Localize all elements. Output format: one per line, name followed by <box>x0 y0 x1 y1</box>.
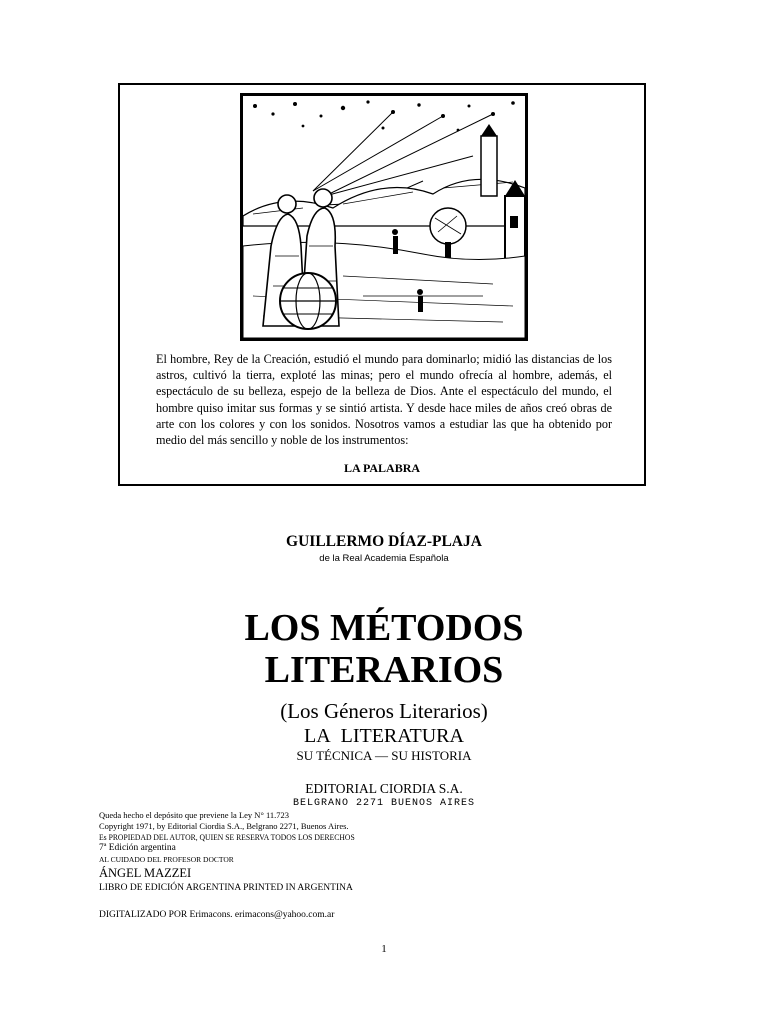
legal-printed: LIBRO DE EDICIÓN ARGENTINA PRINTED IN ARGENTINA <box>99 883 353 893</box>
publisher-name: EDITORIAL CIORDIA S.A. <box>305 781 463 796</box>
legal-rights: Es PROPIEDAD DEL AUTOR, QUIEN SE RESERVA TODOS LOS DERECHOS <box>99 832 355 842</box>
author-affiliation: de la Real Academia Española <box>319 553 449 564</box>
woodcut-drawing <box>243 96 525 338</box>
epigraph-frame <box>118 83 646 486</box>
book-subtitle-literature: LA LITERATURA <box>304 725 464 747</box>
epigraph-text: El hombre, Rey de la Creación, estudió el mundo para dominarlo; midió las distancias de los astros, cultivó la tierra, exploté las minas; pero el mundo ofrecía al hombre, además, el espectáculo de su belleza, espejo de la belleza de Dios. Ante el espectáculo del mundo, el hombre quiso imitar sus formas y se sintió artista. Y desde hace miles de años creó obras de arte con los colores y con los sonidos. Nosotros vamos a estudiar las que ha obtenido por medio del más sencillo y noble de los instrumentos: <box>156 352 612 448</box>
woodcut-illustration <box>240 93 528 341</box>
book-subtitle: (Los Géneros Literarios) <box>280 699 488 723</box>
author-name: GUILLERMO DÍAZ-PLAJA <box>286 533 482 550</box>
title-line-2: LITERARIOS <box>264 649 504 691</box>
legal-deposit: Queda hecho el depósito que previene la Ley N° 11.723 <box>99 810 290 820</box>
legal-notice <box>99 810 659 921</box>
legal-curator-label: AL CUIDADO DEL PROFESOR DOCTOR <box>99 855 234 864</box>
legal-copyright: Copyright 1971, by Editorial Ciordia S.A., Belgrano 2271, Buenos Aires. <box>99 821 349 831</box>
legal-edition: 7ª Edición argentina <box>99 843 176 853</box>
epigraph-motto: LA PALABRA <box>343 461 421 475</box>
publisher-address: BELGRANO 2271 BUENOS AIRES <box>292 798 476 809</box>
legal-digitized: DIGITALIZADO POR Erimacons. erimacons@yahoo.com.ar <box>99 910 335 920</box>
book-subtitle-technique: SU TÉCNICA — SU HISTORIA <box>296 748 472 763</box>
page-number: 1 <box>381 943 387 955</box>
book-title <box>0 607 768 691</box>
title-line-1: LOS MÉTODOS <box>244 607 524 649</box>
legal-curator-name: ÁNGEL MAZZEI <box>99 866 192 880</box>
